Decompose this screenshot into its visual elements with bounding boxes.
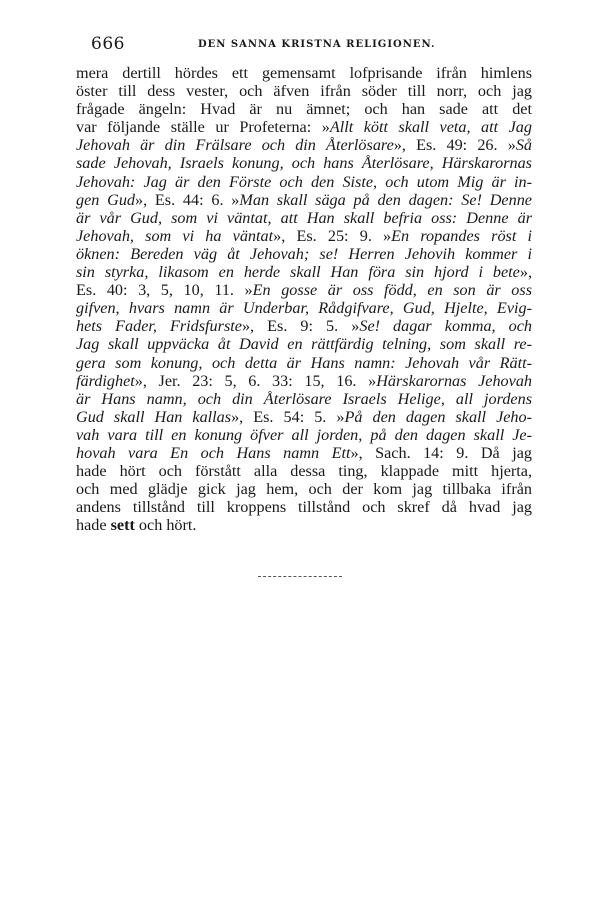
text-line bbox=[76, 154, 532, 172]
italic-quote: hets Fader, Fridsfurste bbox=[76, 317, 242, 336]
text-run: och hört. bbox=[134, 516, 197, 535]
text-run: », Sach. 14: 9. Då jag bbox=[350, 443, 532, 462]
italic-quote: En ropandes röst i bbox=[391, 226, 533, 245]
text-run: Es. 40: 3, 5, 10, 11. » bbox=[76, 281, 253, 300]
text-run: öster till dess vester, och äfven ifrån söder till norr, och jag bbox=[76, 82, 532, 101]
text-run: », Es. 25: 9. » bbox=[273, 226, 392, 245]
text-line bbox=[76, 82, 532, 100]
text-line bbox=[76, 372, 532, 390]
text-run: andens tillstånd till kroppens tillstånd och skref då hvad jag bbox=[76, 498, 532, 517]
text-line bbox=[76, 444, 532, 462]
text-line bbox=[76, 136, 532, 154]
italic-quote: Så bbox=[515, 136, 532, 155]
italic-quote: Jag skall uppväcka åt David en rättfärdig telning, som skall re- bbox=[76, 335, 532, 354]
text-run: och med glädje gick jag hem, och der kom jag tillbaka ifrån bbox=[76, 480, 532, 499]
text-line bbox=[76, 64, 532, 82]
italic-quote: är Hans namn, och din Återlösare Israels Helige, all jordens bbox=[76, 389, 532, 408]
text-line bbox=[76, 118, 532, 136]
page-number: 666 bbox=[91, 34, 125, 54]
text-line bbox=[76, 191, 532, 209]
italic-quote: Man skall säga på den dagen: Se! Denne bbox=[239, 190, 532, 209]
text-run: », Es. 49: 26. » bbox=[393, 136, 516, 155]
text-run: », Jer. 23: 5, 6. 33: 15, 16. » bbox=[134, 371, 377, 390]
italic-quote: sade Jehovah, Israels konung, och hans Återlösare, Härskarornas bbox=[76, 154, 532, 173]
italic-quote: gen Gud bbox=[76, 190, 136, 209]
italic-quote: gifven, hvars namn är Underbar, Rådgifvare, Gud, Hjelte, Evig- bbox=[76, 299, 532, 318]
italic-quote: Jehovah: Jag är den Förste och den Siste, och utom Mig är in- bbox=[76, 172, 532, 191]
italic-quote: Gud skall Han kallas bbox=[76, 407, 232, 426]
text-line bbox=[76, 263, 532, 281]
italic-quote: Jehovah är din Frälsare och din Återlösare bbox=[76, 136, 394, 155]
text-run: var följande ställe ur Profeterna: » bbox=[76, 118, 330, 137]
text-run: », Es. 44: 6. » bbox=[135, 190, 240, 209]
italic-quote: färdighet bbox=[76, 371, 135, 390]
text-run: », bbox=[519, 263, 532, 282]
text-run: frågade ängeln: Hvad är nu ämnet; och han sade att det bbox=[76, 100, 532, 119]
text-line bbox=[76, 462, 532, 480]
text-line bbox=[76, 354, 532, 372]
italic-quote: En gosse är oss född, en son är oss bbox=[252, 281, 532, 300]
italic-quote: Jehovah, som vi ha väntat bbox=[76, 226, 274, 245]
running-head: DEN SANNA KRISTNA RELIGIONEN. bbox=[198, 39, 436, 50]
text-line bbox=[76, 516, 532, 534]
text-line bbox=[76, 173, 532, 191]
text-line bbox=[76, 245, 532, 263]
text-line bbox=[76, 408, 532, 426]
text-line bbox=[76, 480, 532, 498]
text-line bbox=[76, 317, 532, 335]
text-line bbox=[76, 390, 532, 408]
italic-quote: sin styrka, likasom en herde skall Han föra sin hjord i bete bbox=[76, 263, 520, 282]
text-run: », Es. 54: 5. » bbox=[231, 407, 345, 426]
italic-quote: är vår Gud, som vi väntat, att Han skall befria oss: Denne är bbox=[76, 208, 532, 227]
text-run: hade bbox=[76, 516, 111, 535]
italic-quote: hovah vara En och Hans namn Ett bbox=[76, 443, 351, 462]
text-line bbox=[76, 227, 532, 245]
text-run: sett bbox=[110, 516, 135, 535]
text-run: », Es. 9: 5. » bbox=[241, 317, 360, 336]
text-line bbox=[76, 209, 532, 227]
text-run: mera dertill hördes ett gemensamt lofprisande ifrån himlens bbox=[76, 64, 532, 82]
text-line bbox=[76, 498, 532, 516]
body-text bbox=[76, 64, 532, 534]
italic-quote: gera som konung, och detta är Hans namn: Jehovah vår Rätt- bbox=[76, 353, 532, 372]
text-run: hade hört och förstått alla dessa ting, klappade mitt hjerta, bbox=[76, 462, 532, 481]
text-line bbox=[76, 100, 532, 118]
text-line bbox=[76, 281, 532, 299]
text-line bbox=[76, 426, 532, 444]
italic-quote: Härskarornas Jehovah bbox=[376, 371, 533, 390]
italic-quote: öknen: Bereden väg åt Jehovah; se! Herren Jehovih kommer i bbox=[76, 244, 532, 263]
italic-quote: vah vara till en konung öfver all jorden, på den dagen skall Je- bbox=[76, 425, 532, 444]
section-divider bbox=[258, 576, 342, 577]
italic-quote: Se! dagar komma, och bbox=[359, 317, 533, 336]
italic-quote: På den dagen skall Jeho- bbox=[344, 407, 533, 426]
text-line bbox=[76, 335, 532, 353]
text-line bbox=[76, 299, 532, 317]
italic-quote: Allt kött skall veta, att Jag bbox=[329, 118, 532, 137]
